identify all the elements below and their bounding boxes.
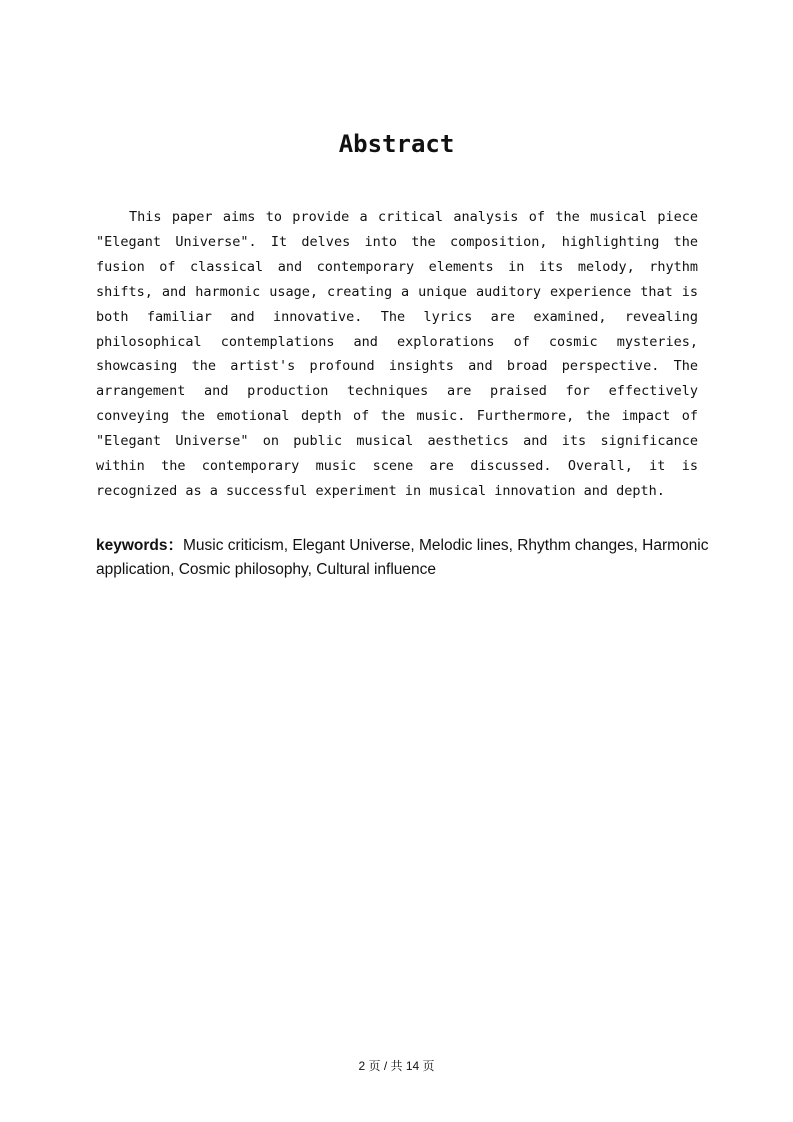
abstract-paragraph: This paper aims to provide a critical analysis of the musical piece "Elegant Universe". It delves into the composition, highlighting the fusion of classical and contemporary elements in its melody, rhythm shifts, and harmonic usage, creating a unique auditory experience that is both familiar and innovative. The lyrics are examined, revealing philosophical contemplations and explorations of cosmic mysteries, showcasing the artist's profound insights and broad perspective. The arrangement and production techniques are praised for effectively conveying the emotional depth of the music. Furthermore, the impact of "Elegant Universe" on public musical aesthetics and its significance within the contemporary music scene are discussed. Overall, it is recognized as a successful experiment in musical innovation and depth. [96, 209, 698, 499]
keywords-line [96, 534, 716, 582]
keywords-text: Music criticism, Elegant Universe, Melodic lines, Rhythm changes, Harmonic application, Cosmic philosophy, Cultural influence [96, 537, 709, 578]
keywords-label: keywords： [96, 537, 184, 554]
page-title: Abstract [338, 130, 455, 158]
page-number-footer: 2 页 / 共 14 页 [358, 1059, 435, 1073]
